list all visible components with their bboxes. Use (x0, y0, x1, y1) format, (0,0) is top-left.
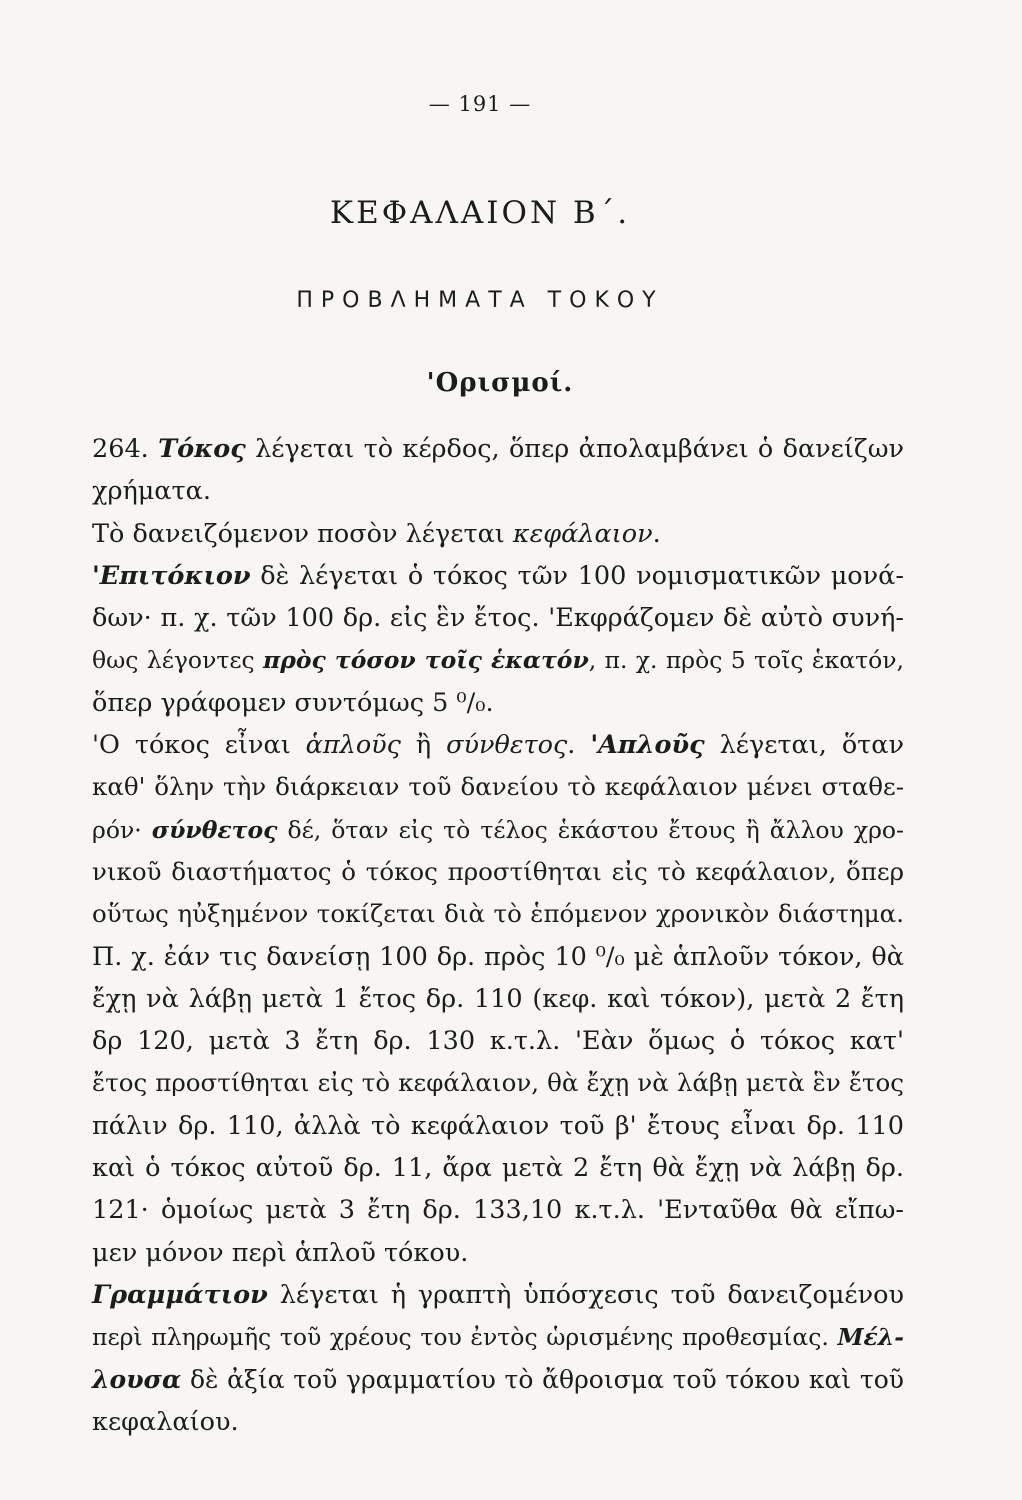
text-line: 'Ο τόκος εἶναι ἁπλοῦς ἢ σύνθετος. 'Απλοῦς λέγεται, ὅταν (92, 730, 904, 761)
paragraph-capital (92, 513, 904, 555)
term-aplous-bold: 'Απλοῦς (590, 730, 705, 761)
text-line: πάλιν δρ. 110, ἀλλὰ τὸ κεφάλαιον τοῦ β' ἔτους εἶναι δρ. 110 (92, 1110, 904, 1141)
text-line: καθ' ὅλην τὴν διάρκειαν τοῦ δανείου τὸ κεφάλαιον μένει σταθε- (92, 772, 904, 802)
text-line: νικοῦ διαστήματος ὁ τόκος προστίθηται εἰς τὸ κεφάλαιον, ὅπερ (92, 856, 904, 886)
paragraph-264 (92, 428, 904, 513)
term-mellousa-cont: λουσα (92, 1364, 182, 1394)
paragraph-promissory-note (92, 1274, 904, 1443)
term-aplous: ἁπλοῦς (305, 730, 401, 761)
text-line: δων· π. χ. τῶν 100 δρ. εἰς ἓν ἔτος. 'Εκφράζομεν δὲ αὐτὸ συνή- (92, 603, 904, 634)
text-line: 121· ὁμοίως μετὰ 3 ἔτη δρ. 133,10 κ.τ.λ. 'Ενταῦθα θὰ εἴπω- (92, 1195, 904, 1226)
text-line: Π. χ. ἐάν τις δανείσῃ 100 δρ. πρὸς 10 ⁰/₀ μὲ ἁπλοῦν τόκον, θὰ (92, 941, 904, 972)
text-line: λουσα δὲ ἀξία τοῦ γραμματίου τὸ ἄθροισμα τοῦ τόκου καὶ τοῦ (92, 1364, 904, 1394)
page-number: — 191 — (428, 92, 532, 116)
term-kefalaion: κεφάλαιον (512, 518, 653, 549)
section-title: ΠΡΟΒΛΗΜΑΤΑ ΤΟΚΟΥ (296, 288, 664, 313)
text-line: χρήματα. (92, 476, 211, 507)
term-synthetos-bold: σύνθετος (151, 815, 278, 844)
paragraph-interest-rate (92, 555, 904, 724)
term-epitokion: 'Επιτόκιον (92, 560, 251, 591)
text-line: 264. Τόκος λέγεται τὸ κέρδος, ὅπερ ἀπολαμβάνει ὁ δανείζων (92, 434, 904, 464)
text-line: ὅπερ γράφομεν συντόμως 5 ⁰/₀. (92, 687, 494, 718)
text-line: ἔχῃ νὰ λάβῃ μετὰ 1 ἔτος δρ. 110 (κεφ. καὶ τόκον), μετὰ 2 ἔτη (92, 983, 904, 1014)
text-line: κεφαλαίου. (92, 1406, 239, 1437)
chapter-heading: ΚΕΦΑΛΑΙΟΝ Β΄. (329, 195, 631, 231)
text-line: καὶ ὁ τόκος αὐτοῦ δρ. 11, ἄρα μετὰ 2 ἔτη θὰ ἔχῃ νὰ λάβῃ δρ. (92, 1153, 904, 1184)
text-line: περὶ πληρωμῆς τοῦ χρέους του ἐντὸς ὡρισμένης προθεσμίας. Μέλ- (92, 1323, 904, 1352)
paragraph-simple-compound (92, 724, 904, 1274)
text-line: θως λέγοντες πρὸς τόσον τοῖς ἑκατόν, π. χ. πρὸς 5 τοῖς ἑκατόν, (92, 646, 904, 675)
subheading-definitions: 'Ορισμοί. (426, 368, 574, 398)
body-text (92, 428, 904, 1443)
text-line: ρόν· σύνθετος δέ, ὅταν εἰς τὸ τέλος ἑκάστου ἔτους ἢ ἄλλου χρο- (92, 815, 904, 844)
text-line: δρ 120, μετὰ 3 ἔτη δρ. 130 κ.τ.λ. 'Εὰν ὅμως ὁ τόκος κατ' (92, 1026, 904, 1057)
term-synthetos: σύνθετος (446, 730, 568, 761)
text-line: Γραμμάτιον λέγεται ἡ γραπτὴ ὑπόσχεσις τοῦ δανειζομένου (92, 1279, 904, 1310)
text-line: μεν μόνον περὶ ἁπλοῦ τόκου. (92, 1237, 469, 1268)
term-percent: πρὸς τόσον τοῖς ἑκατόν (263, 646, 589, 675)
text-line: ἔτος προστίθηται εἰς τὸ κεφάλαιον, θὰ ἔχῃ νὰ λάβῃ μετὰ ἓν ἔτος (92, 1068, 904, 1098)
term-mellousa: Μέλ- (837, 1323, 904, 1352)
text-line: οὕτως ηὐξημένον τοκίζεται διὰ τὸ ἑπόμενον χρονικὸν διάστημα. (92, 899, 904, 929)
text-line: Τὸ δανειζόμενον ποσὸν λέγεται κεφάλαιον. (92, 518, 661, 549)
term-grammation: Γραμμάτιον (92, 1279, 268, 1310)
term-tokos: Τόκος (158, 434, 246, 464)
text-line: 'Επιτόκιον δὲ λέγεται ὁ τόκος τῶν 100 νομισματικῶν μονά- (92, 560, 904, 591)
